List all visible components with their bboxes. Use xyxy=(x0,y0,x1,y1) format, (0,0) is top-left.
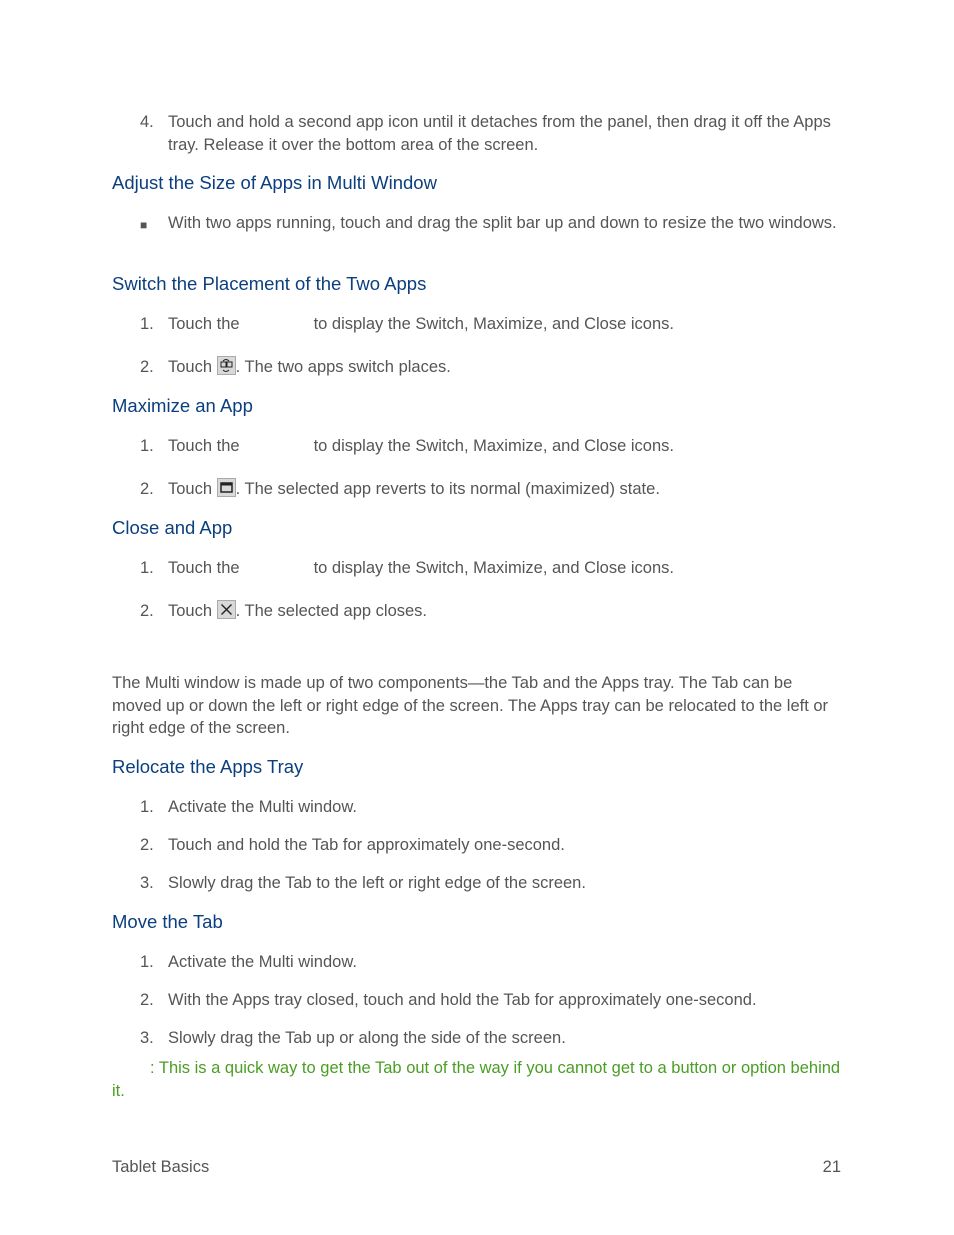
list-number: 2. xyxy=(140,480,154,498)
list-number: 2. xyxy=(140,991,154,1009)
list-text: Touch xyxy=(168,602,213,620)
list-text: Touch xyxy=(168,480,213,498)
section-heading: Move the Tab xyxy=(112,911,223,932)
list-number: 2. xyxy=(140,602,154,620)
list-text: Slowly drag the Tab up or along the side of the screen. xyxy=(168,1029,566,1047)
list-number: 1. xyxy=(140,559,154,577)
switch-icon xyxy=(217,356,236,375)
footer-section-title: Tablet Basics xyxy=(112,1158,210,1176)
list-text: With the Apps tray closed, touch and hold the Tab for approximately one-second. xyxy=(168,991,757,1009)
list-text: Touch the xyxy=(168,315,240,333)
list-text: . The two apps switch places. xyxy=(235,358,451,376)
maximize-icon xyxy=(217,478,236,497)
list-number: 1. xyxy=(140,798,154,816)
section-heading: Maximize an App xyxy=(112,395,253,416)
list-text: With two apps running, touch and drag the split bar up and down to resize the two windows. xyxy=(168,214,837,232)
tip-note: : This is a quick way to get the Tab out of the way if you cannot get to a button or option behind it. xyxy=(112,1059,841,1100)
list-text: Touch and hold the Tab for approximately one-second. xyxy=(168,836,565,854)
list-number: 1. xyxy=(140,315,154,333)
section-heading: Close and App xyxy=(112,517,233,538)
list-number: 3. xyxy=(140,1029,154,1047)
list-text: Touch the xyxy=(168,559,240,577)
list-text: . The selected app reverts to its normal (maximized) state. xyxy=(235,480,660,498)
list-number: 1. xyxy=(140,437,154,455)
list-text: Touch and hold a second app icon until it detaches from the panel, then drag it off the Apps tray. Release it over the bottom area of the screen. xyxy=(168,113,831,154)
list-number: 2. xyxy=(140,836,154,854)
intro-paragraph: The Multi window is made up of two components—the Tab and the Apps tray. The Tab can be moved up or down the left or right edge of the screen. The Apps tray can be relocated to the left or right edge of the screen. xyxy=(112,674,829,737)
section-heading: Relocate the Apps Tray xyxy=(112,756,304,777)
list-text: to display the Switch, Maximize, and Close icons. xyxy=(313,559,674,577)
section-heading: Switch the Placement of the Two Apps xyxy=(112,273,427,294)
list-text: Touch xyxy=(168,358,213,376)
list-text: to display the Switch, Maximize, and Close icons. xyxy=(313,315,674,333)
section-heading: Adjust the Size of Apps in Multi Window xyxy=(112,172,437,193)
page-number: 21 xyxy=(822,1158,841,1176)
list-number: 4. xyxy=(140,113,154,131)
list-text: . The selected app closes. xyxy=(235,602,428,620)
list-text: Slowly drag the Tab to the left or right edge of the screen. xyxy=(168,874,586,892)
list-text: Touch the xyxy=(168,437,240,455)
list-number: 2. xyxy=(140,358,154,376)
close-icon xyxy=(217,600,236,619)
list-text: Activate the Multi window. xyxy=(168,953,357,971)
bullet-icon: ■ xyxy=(140,218,148,232)
list-number: 1. xyxy=(140,953,154,971)
list-text: Activate the Multi window. xyxy=(168,798,357,816)
list-number: 3. xyxy=(140,874,154,892)
list-text: to display the Switch, Maximize, and Close icons. xyxy=(313,437,674,455)
